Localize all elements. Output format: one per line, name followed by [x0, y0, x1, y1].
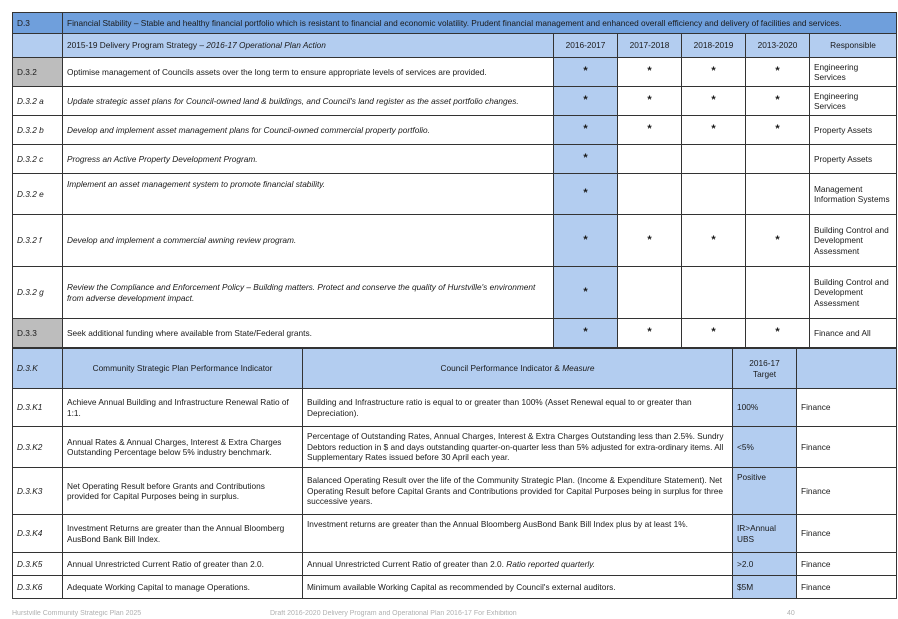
year-mark: * [618, 87, 682, 116]
action-text: Review the Compliance and Enforcement Policy – Building matters. Protect and conserve the quality of Hurstville's environment from adverse development impact. [63, 267, 554, 319]
action-row [13, 145, 897, 174]
page-footer [12, 610, 892, 619]
year-mark [746, 267, 810, 319]
indicator-text: Adequate Working Capital to manage Operations. [63, 576, 303, 599]
measure-text: Balanced Operating Result over the life of the Community Strategic Plan. (Income & Expenditure Statement). Net Operating Result before Capital Grants and Contributions provided for Capital Purposes being in surplus for three successive years. [303, 468, 733, 515]
year-mark: * [618, 319, 682, 348]
strategy-code: D.3 [13, 13, 63, 34]
action-code: D.3.2 e [13, 174, 63, 215]
year-mark [618, 174, 682, 215]
program-header: 2015-19 Delivery Program Strategy – 2016-17 Operational Plan Action [63, 34, 554, 58]
action-text: Develop and implement asset management plans for Council-owned commercial property portfolio. [63, 116, 554, 145]
action-row [13, 116, 897, 145]
indicator-text: Annual Unrestricted Current Ratio of greater than 2.0. [63, 553, 303, 576]
responsible: Finance [797, 389, 897, 427]
measure-text: Percentage of Outstanding Rates, Annual Charges, Interest & Extra Charges Outstanding less than 2.5%. Sundry Debtors reduction in $ and days outstanding quarter-on-quarter less than 5% adjusted for extra-ordinary items. All Supplementary Rates issued before 30 April each year. [303, 427, 733, 468]
year-header: 2017-2018 [618, 34, 682, 58]
responsible: Property Assets [810, 116, 897, 145]
indicator-row [13, 576, 897, 599]
responsible: Building Control and Development Assessment [810, 215, 897, 267]
indicator-code: D.3.K4 [13, 515, 63, 553]
target-value: >2.0 [733, 553, 797, 576]
indicator-code: D.3.K3 [13, 468, 63, 515]
year-mark [746, 174, 810, 215]
strategy-column-header [13, 34, 897, 58]
action-row [13, 174, 897, 215]
strategy-title-row [13, 13, 897, 34]
responsible: Engineering Services [810, 58, 897, 87]
action-row [13, 267, 897, 319]
year-mark: * [554, 87, 618, 116]
action-code: D.3.2 a [13, 87, 63, 116]
measure-header: Council Performance Indicator & Measure [303, 349, 733, 389]
target-value: Positive [733, 468, 797, 515]
action-code: D.3.2 b [13, 116, 63, 145]
indicator-text: Achieve Annual Building and Infrastructure Renewal Ratio of 1:1. [63, 389, 303, 427]
page-number: 40 [787, 610, 795, 617]
year-mark [618, 267, 682, 319]
year-mark: * [618, 58, 682, 87]
indicator-code: D.3.K6 [13, 576, 63, 599]
footer-center: Draft 2016-2020 Delivery Program and Operational Plan 2016-17 For Exhibition [270, 610, 517, 617]
year-mark: * [618, 116, 682, 145]
csp-indicator-header: Community Strategic Plan Performance Indicator [63, 349, 303, 389]
measure-text: Annual Unrestricted Current Ratio of greater than 2.0. Ratio reported quarterly. [303, 553, 733, 576]
action-text: Progress an Active Property Development Program. [63, 145, 554, 174]
action-code: D.3.3 [13, 319, 63, 348]
indicator-row [13, 427, 897, 468]
year-mark [682, 145, 746, 174]
action-code: D.3.2 f [13, 215, 63, 267]
indicator-code: D.3.K1 [13, 389, 63, 427]
indicator-text: Annual Rates & Annual Charges, Interest & Extra Charges Outstanding Percentage below 5% industry benchmark. [63, 427, 303, 468]
year-mark: * [554, 116, 618, 145]
indicator-code: D.3.K5 [13, 553, 63, 576]
action-row [13, 58, 897, 87]
year-mark [618, 145, 682, 174]
year-mark: * [554, 215, 618, 267]
action-text: Optimise management of Councils assets over the long term to ensure appropriate levels of services are provided. [63, 58, 554, 87]
measure-text: Minimum available Working Capital as recommended by Council's external auditors. [303, 576, 733, 599]
indicator-table [12, 348, 897, 599]
year-mark: * [746, 215, 810, 267]
year-mark [746, 145, 810, 174]
indicator-code-header: D.3.K [13, 349, 63, 389]
target-value: 100% [733, 389, 797, 427]
action-text: Implement an asset management system to promote financial stability. [63, 174, 554, 215]
indicator-row [13, 553, 897, 576]
target-header: 2016-17 Target [733, 349, 797, 389]
year-mark: * [746, 116, 810, 145]
responsible-header: Responsible [810, 34, 897, 58]
measure-text: Investment returns are greater than the Annual Bloomberg AusBond Bank Bill Index plus by at least 1%. [303, 515, 733, 553]
action-row [13, 319, 897, 348]
responsible: Finance [797, 427, 897, 468]
year-mark: * [746, 319, 810, 348]
measure-text: Building and Infrastructure ratio is equal to or greater than 100% (Asset Renewal equal to or greater than Depreciation). [303, 389, 733, 427]
indicator-row [13, 468, 897, 515]
responsible: Finance and All [810, 319, 897, 348]
year-mark [682, 267, 746, 319]
year-header: 2018-2019 [682, 34, 746, 58]
target-value: <5% [733, 427, 797, 468]
year-mark: * [554, 319, 618, 348]
responsible: Building Control and Development Assessment [810, 267, 897, 319]
strategy-title: Financial Stability – Stable and healthy financial portfolio which is resistant to financial and economic volatility. Prudent financial management and enhanced overall efficiency and delivery of facilities and services. [63, 13, 897, 34]
action-text: Update strategic asset plans for Council-owned land & buildings, and Council's land register as the asset portfolio changes. [63, 87, 554, 116]
year-mark: * [746, 87, 810, 116]
footer-left: Hurstville Community Strategic Plan 2025 [12, 610, 142, 617]
indicator-row [13, 515, 897, 553]
responsible: Property Assets [810, 145, 897, 174]
responsible: Finance [797, 576, 897, 599]
year-mark: * [682, 58, 746, 87]
year-mark: * [554, 174, 618, 215]
responsible: Finance [797, 553, 897, 576]
year-mark: * [682, 319, 746, 348]
year-mark: * [746, 58, 810, 87]
year-mark: * [554, 145, 618, 174]
indicator-text: Investment Returns are greater than the Annual Bloomberg AusBond Bank Bill Index. [63, 515, 303, 553]
action-row [13, 215, 897, 267]
action-row [13, 87, 897, 116]
target-value: IR>Annual UBS [733, 515, 797, 553]
action-code: D.3.2 g [13, 267, 63, 319]
indicator-code: D.3.K2 [13, 427, 63, 468]
year-mark: * [682, 215, 746, 267]
year-mark: * [554, 267, 618, 319]
year-mark: * [682, 87, 746, 116]
year-mark [682, 174, 746, 215]
responsible: Engineering Services [810, 87, 897, 116]
responsible: Finance [797, 515, 897, 553]
year-mark: * [682, 116, 746, 145]
action-text: Develop and implement a commercial awning review program. [63, 215, 554, 267]
year-mark: * [618, 215, 682, 267]
year-header: 2016-2017 [554, 34, 618, 58]
action-text: Seek additional funding where available from State/Federal grants. [63, 319, 554, 348]
action-code: D.3.2 [13, 58, 63, 87]
year-mark: * [554, 58, 618, 87]
action-code: D.3.2 c [13, 145, 63, 174]
target-value: $5M [733, 576, 797, 599]
year-header: 2013-2020 [746, 34, 810, 58]
indicator-text: Net Operating Result before Grants and Contributions provided for Capital Purposes being in surplus. [63, 468, 303, 515]
responsible: Finance [797, 468, 897, 515]
indicator-header-row [13, 349, 897, 389]
strategy-table [12, 12, 897, 348]
responsible: Management Information Systems [810, 174, 897, 215]
indicator-row [13, 389, 897, 427]
